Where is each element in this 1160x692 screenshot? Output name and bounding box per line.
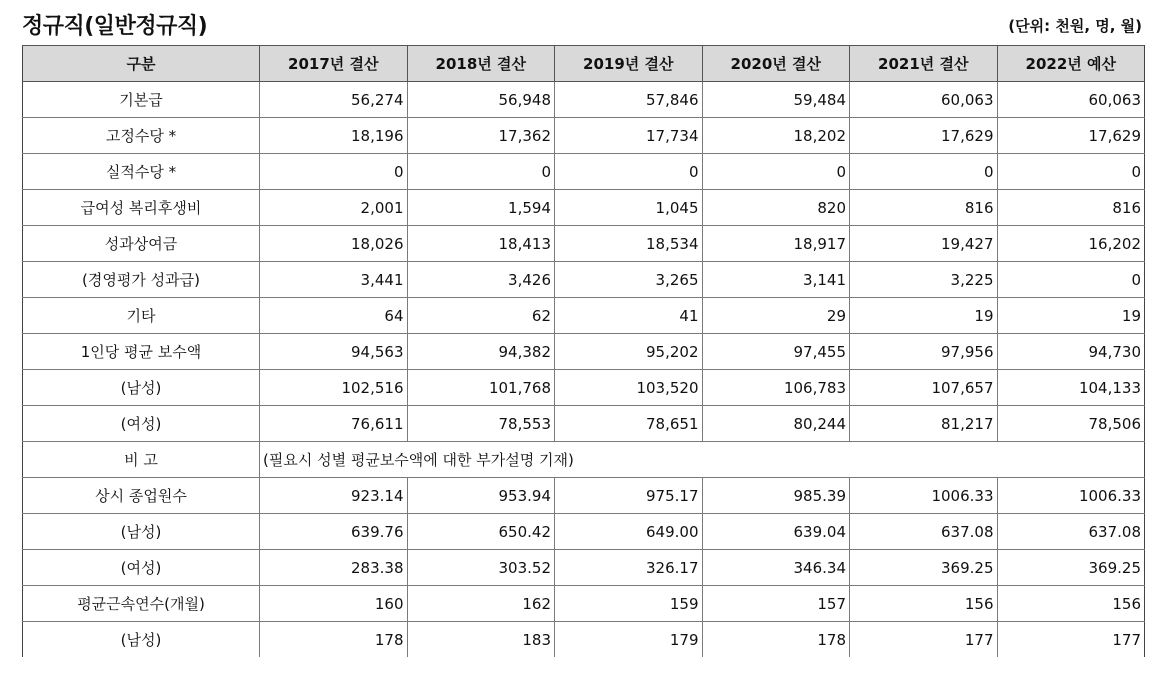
table-header-row — [23, 46, 1145, 82]
row-label: 성과상여금 — [23, 226, 260, 262]
value-cell: 107,657 — [850, 370, 998, 406]
value-cell: 303.52 — [407, 550, 555, 586]
row-label: (경영평가 성과급) — [23, 262, 260, 298]
value-cell: 95,202 — [555, 334, 703, 370]
value-cell: 0 — [997, 154, 1145, 190]
header-2020: 2020년 결산 — [702, 46, 850, 82]
unit-note: (단위: 천원, 명, 월) — [1008, 17, 1142, 35]
value-cell: 76,611 — [260, 406, 408, 442]
value-cell: 3,441 — [260, 262, 408, 298]
value-cell: 104,133 — [997, 370, 1145, 406]
value-cell: 97,956 — [850, 334, 998, 370]
row-label: (여성) — [23, 550, 260, 586]
value-cell: 157 — [702, 586, 850, 622]
value-cell: 18,202 — [702, 118, 850, 154]
value-cell: 178 — [702, 622, 850, 658]
table-row — [23, 550, 1145, 586]
row-label: (여성) — [23, 406, 260, 442]
row-label: (남성) — [23, 622, 260, 658]
table-row — [23, 370, 1145, 406]
value-cell: 16,202 — [997, 226, 1145, 262]
table-row — [23, 514, 1145, 550]
row-label: 상시 종업원수 — [23, 478, 260, 514]
value-cell: 64 — [260, 298, 408, 334]
table-row — [23, 406, 1145, 442]
value-cell: 1006.33 — [850, 478, 998, 514]
value-cell: 0 — [555, 154, 703, 190]
value-cell: 56,948 — [407, 82, 555, 118]
table-row — [23, 442, 1145, 478]
row-label: 급여성 복리후생비 — [23, 190, 260, 226]
value-cell: 60,063 — [997, 82, 1145, 118]
value-cell: 18,413 — [407, 226, 555, 262]
value-cell: 816 — [997, 190, 1145, 226]
value-cell: 57,846 — [555, 82, 703, 118]
value-cell: 18,026 — [260, 226, 408, 262]
value-cell: 326.17 — [555, 550, 703, 586]
table-row — [23, 622, 1145, 658]
value-cell: 59,484 — [702, 82, 850, 118]
value-cell: 29 — [702, 298, 850, 334]
remark-cell: (필요시 성별 평균보수액에 대한 부가설명 기재) — [260, 442, 1145, 478]
value-cell: 3,265 — [555, 262, 703, 298]
value-cell: 177 — [850, 622, 998, 658]
header-category: 구분 — [23, 46, 260, 82]
row-label: 고정수당 * — [23, 118, 260, 154]
value-cell: 637.08 — [850, 514, 998, 550]
value-cell: 94,382 — [407, 334, 555, 370]
table-row — [23, 478, 1145, 514]
header-2019: 2019년 결산 — [555, 46, 703, 82]
value-cell: 159 — [555, 586, 703, 622]
value-cell: 923.14 — [260, 478, 408, 514]
row-label: 기본급 — [23, 82, 260, 118]
value-cell: 975.17 — [555, 478, 703, 514]
value-cell: 80,244 — [702, 406, 850, 442]
header-2017: 2017년 결산 — [260, 46, 408, 82]
value-cell: 0 — [260, 154, 408, 190]
value-cell: 17,734 — [555, 118, 703, 154]
value-cell: 162 — [407, 586, 555, 622]
value-cell: 18,534 — [555, 226, 703, 262]
value-cell: 3,426 — [407, 262, 555, 298]
value-cell: 19,427 — [850, 226, 998, 262]
value-cell: 0 — [702, 154, 850, 190]
value-cell: 97,455 — [702, 334, 850, 370]
value-cell: 179 — [555, 622, 703, 658]
value-cell: 78,506 — [997, 406, 1145, 442]
value-cell: 283.38 — [260, 550, 408, 586]
table-row — [23, 154, 1145, 190]
table-row — [23, 586, 1145, 622]
value-cell: 81,217 — [850, 406, 998, 442]
value-cell: 94,563 — [260, 334, 408, 370]
value-cell: 369.25 — [997, 550, 1145, 586]
table-row — [23, 226, 1145, 262]
value-cell: 160 — [260, 586, 408, 622]
value-cell: 650.42 — [407, 514, 555, 550]
value-cell: 649.00 — [555, 514, 703, 550]
value-cell: 953.94 — [407, 478, 555, 514]
value-cell: 60,063 — [850, 82, 998, 118]
page-title: 정규직(일반정규직) — [22, 14, 208, 39]
table-row — [23, 298, 1145, 334]
value-cell: 18,196 — [260, 118, 408, 154]
value-cell: 820 — [702, 190, 850, 226]
value-cell: 156 — [850, 586, 998, 622]
table-row — [23, 82, 1145, 118]
table-row — [23, 190, 1145, 226]
value-cell: 17,362 — [407, 118, 555, 154]
value-cell: 1,594 — [407, 190, 555, 226]
row-label: 비 고 — [23, 442, 260, 478]
value-cell: 2,001 — [260, 190, 408, 226]
value-cell: 156 — [997, 586, 1145, 622]
value-cell: 19 — [850, 298, 998, 334]
value-cell: 94,730 — [997, 334, 1145, 370]
value-cell: 102,516 — [260, 370, 408, 406]
value-cell: 637.08 — [997, 514, 1145, 550]
value-cell: 17,629 — [850, 118, 998, 154]
value-cell: 0 — [407, 154, 555, 190]
value-cell: 3,225 — [850, 262, 998, 298]
row-label: 실적수당 * — [23, 154, 260, 190]
value-cell: 78,553 — [407, 406, 555, 442]
value-cell: 103,520 — [555, 370, 703, 406]
value-cell: 183 — [407, 622, 555, 658]
value-cell: 56,274 — [260, 82, 408, 118]
row-label: 기타 — [23, 298, 260, 334]
value-cell: 17,629 — [997, 118, 1145, 154]
value-cell: 106,783 — [702, 370, 850, 406]
value-cell: 19 — [997, 298, 1145, 334]
row-label: (남성) — [23, 370, 260, 406]
value-cell: 78,651 — [555, 406, 703, 442]
value-cell: 369.25 — [850, 550, 998, 586]
value-cell: 177 — [997, 622, 1145, 658]
row-label: 1인당 평균 보수액 — [23, 334, 260, 370]
value-cell: 3,141 — [702, 262, 850, 298]
header-2021: 2021년 결산 — [850, 46, 998, 82]
header-2018: 2018년 결산 — [407, 46, 555, 82]
value-cell: 639.04 — [702, 514, 850, 550]
value-cell: 1,045 — [555, 190, 703, 226]
value-cell: 18,917 — [702, 226, 850, 262]
value-cell: 639.76 — [260, 514, 408, 550]
value-cell: 41 — [555, 298, 703, 334]
value-cell: 62 — [407, 298, 555, 334]
value-cell: 0 — [850, 154, 998, 190]
table-row — [23, 118, 1145, 154]
table-row — [23, 262, 1145, 298]
row-label: 평균근속연수(개월) — [23, 586, 260, 622]
value-cell: 101,768 — [407, 370, 555, 406]
value-cell: 346.34 — [702, 550, 850, 586]
value-cell: 1006.33 — [997, 478, 1145, 514]
row-label: (남성) — [23, 514, 260, 550]
value-cell: 178 — [260, 622, 408, 658]
table-row — [23, 334, 1145, 370]
table-body — [23, 82, 1145, 658]
value-cell: 985.39 — [702, 478, 850, 514]
compensation-table — [22, 45, 1145, 657]
value-cell: 0 — [997, 262, 1145, 298]
value-cell: 816 — [850, 190, 998, 226]
header-2022: 2022년 예산 — [997, 46, 1145, 82]
